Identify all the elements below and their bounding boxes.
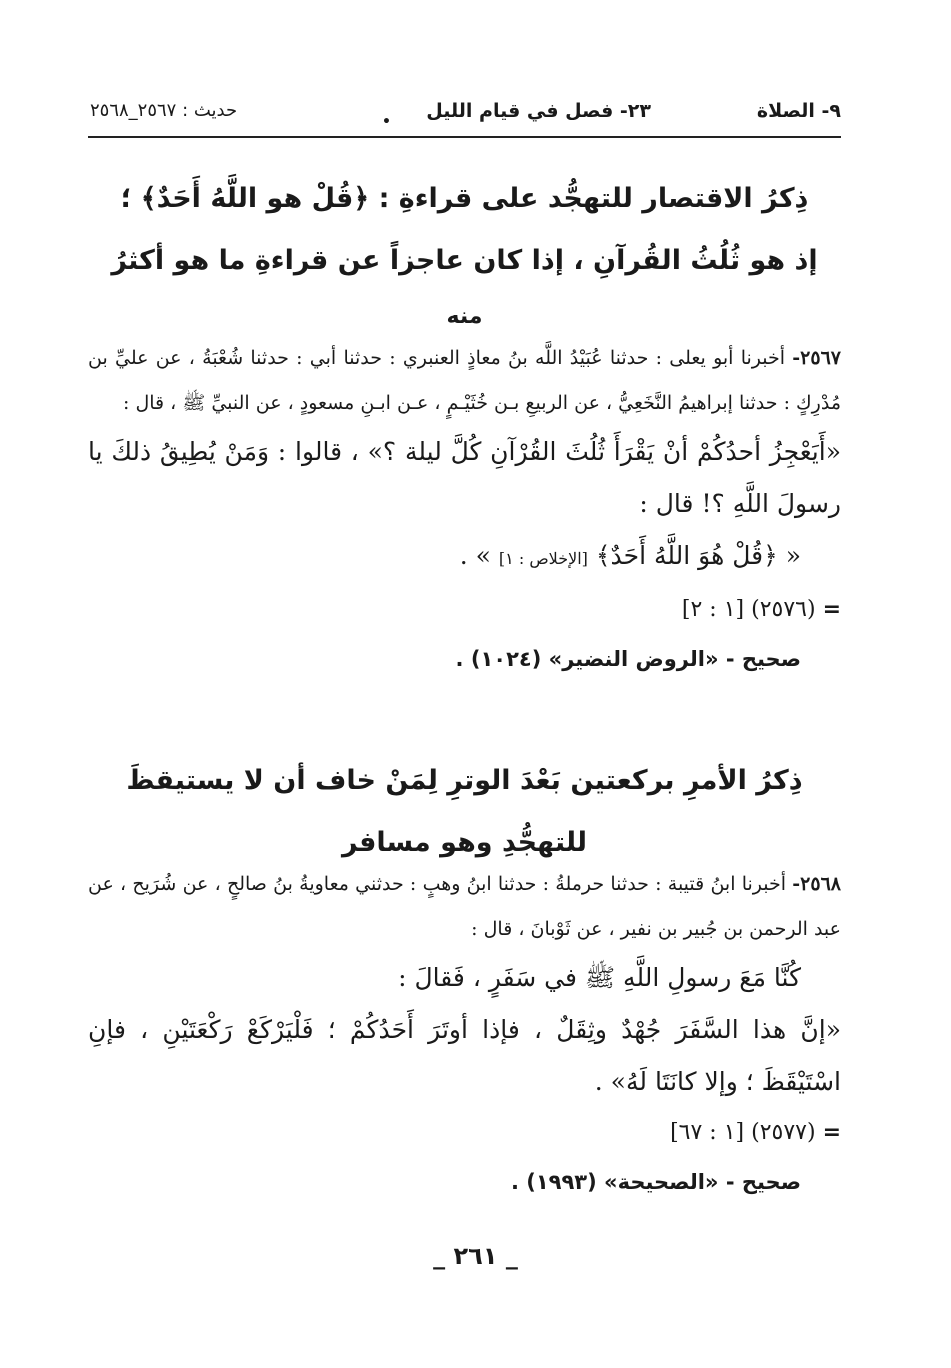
grade-label: صحيح - — [725, 647, 801, 671]
lead-text: كُنَّا مَعَ رسولِ اللَّهِ ﷺ في سَفَرٍ ، فَقالَ : — [398, 963, 801, 992]
xref-marker: = — [822, 597, 841, 622]
page-number: _ ٢٦١ _ — [433, 1242, 518, 1270]
hadith-number: ٢٥٦٧- — [792, 347, 841, 369]
heading-line: منه — [446, 304, 483, 329]
verse-end: » . — [459, 541, 491, 570]
xref-text: (٢٥٧٦) [١ : ٢] — [681, 597, 816, 622]
hadith-range: حديث : ٢٥٦٧_٢٥٦٨ — [90, 100, 238, 121]
isnad-text: أخبرنا أبو يعلى : حدثنا عُبَيْدُ اللَّه بنُ معاذٍ العنبري : حدثنا أبي : حدثنا شُعْبَةُ ، عن عليِّ بن مُدْرِكٍ : حدثنا إبراهيمُ النَّخَعِيُّ ، عن الربيعِ بـن خُثَيْـمٍ ، عـن ابـنِ مسعودٍ ، عن النبيِّ ﷺ ، قال : — [88, 347, 841, 414]
cross-reference — [88, 1108, 841, 1158]
verse-line — [88, 530, 841, 585]
heading-line: ذِكرُ الأمرِ بركعتين بَعْدَ الوترِ لِمَنْ خاف أن لا يستيقظَ — [126, 765, 803, 796]
heading-line: إذ هو ثُلُثُ القُرآنِ ، إذا كان عاجزاً عن قراءةِ ما هو أكثرُ — [111, 245, 818, 276]
xref-text: (٢٥٧٧) [١ : ٦٧] — [670, 1120, 816, 1145]
grade-source: «الصحيحة» (١٩٩٣) . — [510, 1170, 719, 1194]
grade-label: صحيح - — [725, 1170, 801, 1194]
verse-ref: [الإخلاص : ١] — [498, 549, 588, 568]
section-heading-1 — [88, 168, 841, 342]
heading-line: للتهجُّدِ وهو مسافر — [341, 827, 588, 858]
matn: «أَيَعْجِزُ أحدُكُمْ أنْ يَقْرَأَ ثُلُثَ القُرْآنِ كُلَّ ليلة ؟» ، قالوا : وَمَنْ يُطِيقُ ذلكَ يا رسولَ اللَّهِ ؟! قال : — [88, 437, 841, 518]
grading — [88, 1158, 841, 1206]
hadith-number: ٢٥٦٨- — [792, 873, 841, 895]
xref-marker: = — [822, 1120, 841, 1145]
section-heading-2 — [88, 750, 841, 874]
running-header — [90, 96, 841, 130]
grading — [88, 635, 841, 683]
matn: «إنَّ هذا السَّفَرَ جُهْدٌ وثِقَلٌ ، فإذا أوتَرَ أَحَدُكُمْ ؛ فَلْيَرْكَعْ رَكْعَتَيْنِ ، فإنِ اسْتَيْقَظَ ؛ وإلا كانَتَا لَهُ» . — [88, 1015, 841, 1096]
hadith-2568 — [88, 862, 841, 1206]
heading-line: ذِكرُ الاقتصار للتهجُّد على قراءةِ : ﴿قُلْ هو اللَّهُ أَحَدٌ﴾ ؛ — [120, 183, 809, 214]
verse: « ﴿قُلْ هُوَ اللَّهُ أَحَدٌ﴾ — [595, 541, 801, 570]
header-dot: • — [382, 114, 391, 130]
isnad — [88, 336, 841, 426]
chapter-title: ٩- الصلاة — [756, 100, 841, 122]
grade-source: «الروض النضير» (١٠٢٤) . — [455, 647, 719, 671]
header-rule — [88, 136, 841, 138]
cross-reference — [88, 585, 841, 635]
isnad-text: أخبرنا ابنُ قتيبة : حدثنا حرملةُ : حدثنا ابنُ وهبٍ : حدثني معاويةُ بنُ صالحٍ ، عن شُرَيح ، عن عبد الرحمن بن جُبير بن نفير ، عن ثَوْبانَ ، قال : — [88, 873, 841, 940]
hadith-2567 — [88, 336, 841, 683]
section-title: ٢٣- فصل في قيام الليل — [426, 100, 651, 122]
isnad — [88, 862, 841, 952]
